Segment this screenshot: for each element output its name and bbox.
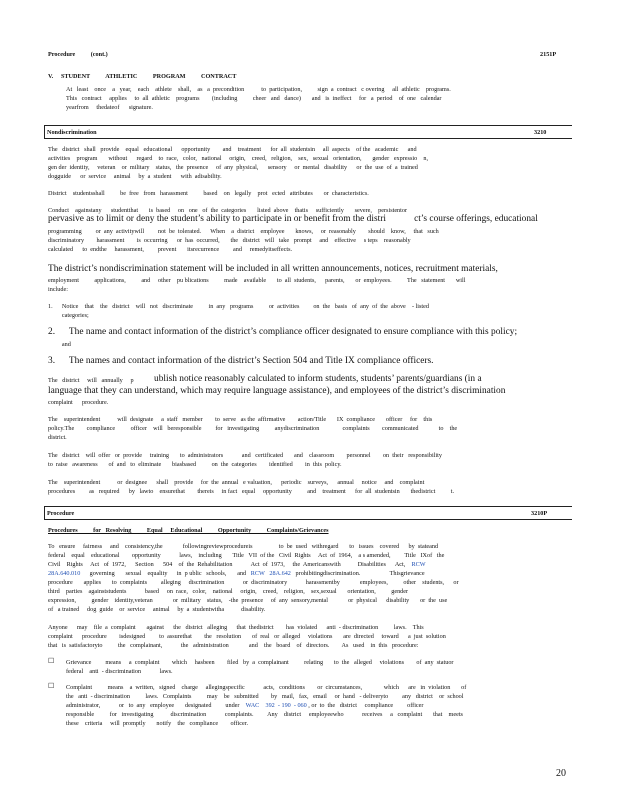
paragraph-line: The district shall provide equal educational opportunity and treatment for all studentsin all aspects of the academic and <box>48 146 417 153</box>
rcw-link[interactable]: 28A.640.010 <box>48 570 81 577</box>
procedure-cont-label: Procedure (cont.) <box>48 51 108 58</box>
section-rule <box>44 519 572 520</box>
paragraph-line: expression, gender identity,veteran or military status, -the presence of any sensory,mental or physical disability or the use <box>48 597 448 604</box>
wac-link[interactable]: WAC 392 - 190 - 060 <box>245 702 307 709</box>
paragraph-line: employment applications, and other pu blications made available to all students, parents, or employees. The statement will <box>48 277 466 284</box>
paragraph-line: The superintendent will designate a staff member to serve as the affirmative action/Title IX compliance officer for this <box>48 416 433 423</box>
paragraph-line <box>48 561 426 570</box>
section-rule <box>44 125 45 138</box>
procedure-3210p-heading: Procedure <box>47 510 75 517</box>
paragraph-line: District studentsshall be free from harassment based on legally prot ected attributes or characteristics. <box>48 190 369 197</box>
bullet-line: Grievance means a complaint which hasbeen filed by a complainant relating to the alleged violations of any statuor <box>66 659 454 666</box>
paragraph-line: discriminatory harassment is occurring or has occurred, the district will take prompt and effective s teps reasonably <box>48 237 411 244</box>
paragraph-line <box>48 570 425 579</box>
paragraph-line: To ensure fairness and consistency,the followingreviewprocedureis to be used withregard to issues covered by stateand <box>48 543 439 550</box>
list-item: categories; <box>48 312 89 319</box>
list-item-large: 3. The names and contact information of the district’s Section 504 and Title IX compliance officers. <box>48 356 434 366</box>
checkbox-bullet-icon: ☐ <box>48 657 55 665</box>
paragraph-line-large: pervasive as to limit or deny the student’s ability to participate in or benefit from the distri ct’s course offerings, educational <box>48 214 538 224</box>
paragraph-line: gen der identity, veteran or military status, the presence of any physical, sensory or mental disability or the use of a trained <box>48 164 418 171</box>
paragraph-line: procedure applies to complaints alleging discrimination or discriminatory harassmentby employees, other students, or <box>48 579 459 586</box>
paragraph-line-large: language that they can understand, which may require language assistance), and employees of the district’s discrimination <box>48 386 506 396</box>
list-item-large: 2. The name and contact information of the district’s compliance officer designated to ensure compliance with this policy; <box>48 327 518 337</box>
paragraph-text: Civil Rights Act of 1972, Section 504 of the Rehabilitation Act of 1973, the Americanswith Disabilities Act, <box>48 561 412 568</box>
paragraph-line: include: <box>48 286 68 293</box>
paragraph-line: Conduct againstany studentthat is based on one of the categories listed above thatis sufficiently severe, persistentor <box>48 207 408 214</box>
section-v-line: This contract applies to all athletic programs (including cheer and dance) and is ineffect for a period of one calendar <box>66 95 442 102</box>
paragraph-line: federal equal educational opportunity laws, including Title VII of the Civil Rights Act of 1964, a s amended, Title IXof the <box>48 552 445 559</box>
list-item: 1. Notice that the district will not discriminate in any programs or activities on the basis of any of the above - listed <box>48 303 429 310</box>
paragraph-line-large: ublish notice reasonably calculated to inform students, students’ parents/guardians (in a <box>154 374 482 384</box>
section-v-title: V. STUDENT ATHLETIC PROGRAM CONTRACT <box>48 73 237 80</box>
section-v-line: yearfrom thedateof signature. <box>66 104 153 111</box>
paragraph-line: calculated to endthe harassment, prevent itsrecurrence and remedyitseffects. <box>48 246 293 253</box>
section-rule <box>44 138 572 139</box>
section-rule <box>44 506 572 507</box>
rcw-link[interactable]: RCW 28A.642 <box>250 570 291 577</box>
paragraph-line: district. <box>48 434 67 441</box>
bullet-line: the anti - discrimination laws. Complaints may be submitted by mail, fax, email or hand - deliveryto any district or school <box>66 693 464 700</box>
nondiscrimination-number: 3210 <box>534 129 547 136</box>
paragraph-line: The district will offer or provide training to administrators and certificated and classroom personnel on their responsibility <box>48 452 442 459</box>
rcw-link[interactable]: RCW <box>411 561 426 568</box>
bullet-text: administrator, or to any employee designated under <box>66 702 246 709</box>
paragraph-line: The district will annually p <box>48 377 134 384</box>
procedure-3210p-number: 3210P <box>531 510 548 517</box>
bullet-line: these criteria will promptly notify the compliance officer. <box>66 720 249 727</box>
procedure-title: Procedures for Resolving Equal Educational Opportunity Complaints/Grievances <box>48 527 329 534</box>
section-rule <box>44 125 572 126</box>
paragraph-line: procedures as required by lawto ensurethat thereis in fact equal opportunity and treatment for all studentsin thedistrict t. <box>48 488 455 495</box>
nondiscrimination-heading: Nondiscrimination <box>47 129 97 136</box>
paragraph-line: policy.The compliance officer will beresponsible for investigating anydiscrimination complaints communicated to the <box>48 425 458 432</box>
paragraph-line: complaint procedure. <box>48 399 109 406</box>
list-item: and <box>48 341 71 348</box>
page-number: 20 <box>556 768 566 779</box>
checkbox-bullet-icon: ☐ <box>48 682 55 690</box>
paragraph-line: Anyone may file a complaint against the district alleging that thedistrict has violated anti - discrimination laws. This <box>48 624 424 631</box>
bullet-line: responsible for investigating discrimination complaints. Any district employeewho receives a complaint that meets <box>66 711 463 718</box>
bullet-line: federal anti - discrimination laws. <box>66 668 173 675</box>
section-v-line: At least once a year, each athlete shall, as a precondition to participation, sign a contract c overing all athletic programs. <box>66 86 451 93</box>
paragraph-line: programming or any activitywill not be tolerated. When a district employee knows, or reasonably should know, that such <box>48 228 439 235</box>
paragraph-line: dogguide or service animal by a student with adisability. <box>48 173 222 180</box>
paragraph-line: to raise awareness of and to eliminate biasbased on the categories identified in this policy. <box>48 461 342 468</box>
bullet-text: , or to the district compliance officer <box>306 702 424 709</box>
paragraph-line: third parties againststudents based on race, color, national origin, creed, religion, sex,sexual orientation, gender <box>48 588 409 595</box>
paragraph-line: that is satisfactoryto the complainant, the administration and the board of directors. As used in this procedure: <box>48 642 419 649</box>
paragraph-line: activities program without regard to race, color, national origin, creed, religion, sex, sexual orientation, gender expressio n, <box>48 155 429 162</box>
procedure-number: 2151P <box>540 51 557 58</box>
section-rule <box>44 506 45 519</box>
paragraph-line: of a trained dog guide or service animal by a studentwitha disability. <box>48 606 266 613</box>
paragraph-text: governing sexual equality in p ublic schools, and <box>80 570 251 577</box>
paragraph-text: prohibitingdiscrimination. Thisgrievance <box>290 570 425 577</box>
paragraph-line: The superintendent or designee shall provide for the annual e valuation, periodic surveys, annual notice and complaint <box>48 479 425 486</box>
paragraph-line: complaint procedure isdesigned to assurethat the resolution of real or alleged violations are directed toward a just solution <box>48 633 446 640</box>
bullet-line <box>66 702 423 711</box>
paragraph-line-large: The district’s nondiscrimination statement will be included in all written announcements, notices, recruitment materials, <box>48 264 498 274</box>
bullet-line: Complaint means a written, signed charge allegingspecific acts, conditions or circumstances, which are in violation of <box>66 684 467 691</box>
